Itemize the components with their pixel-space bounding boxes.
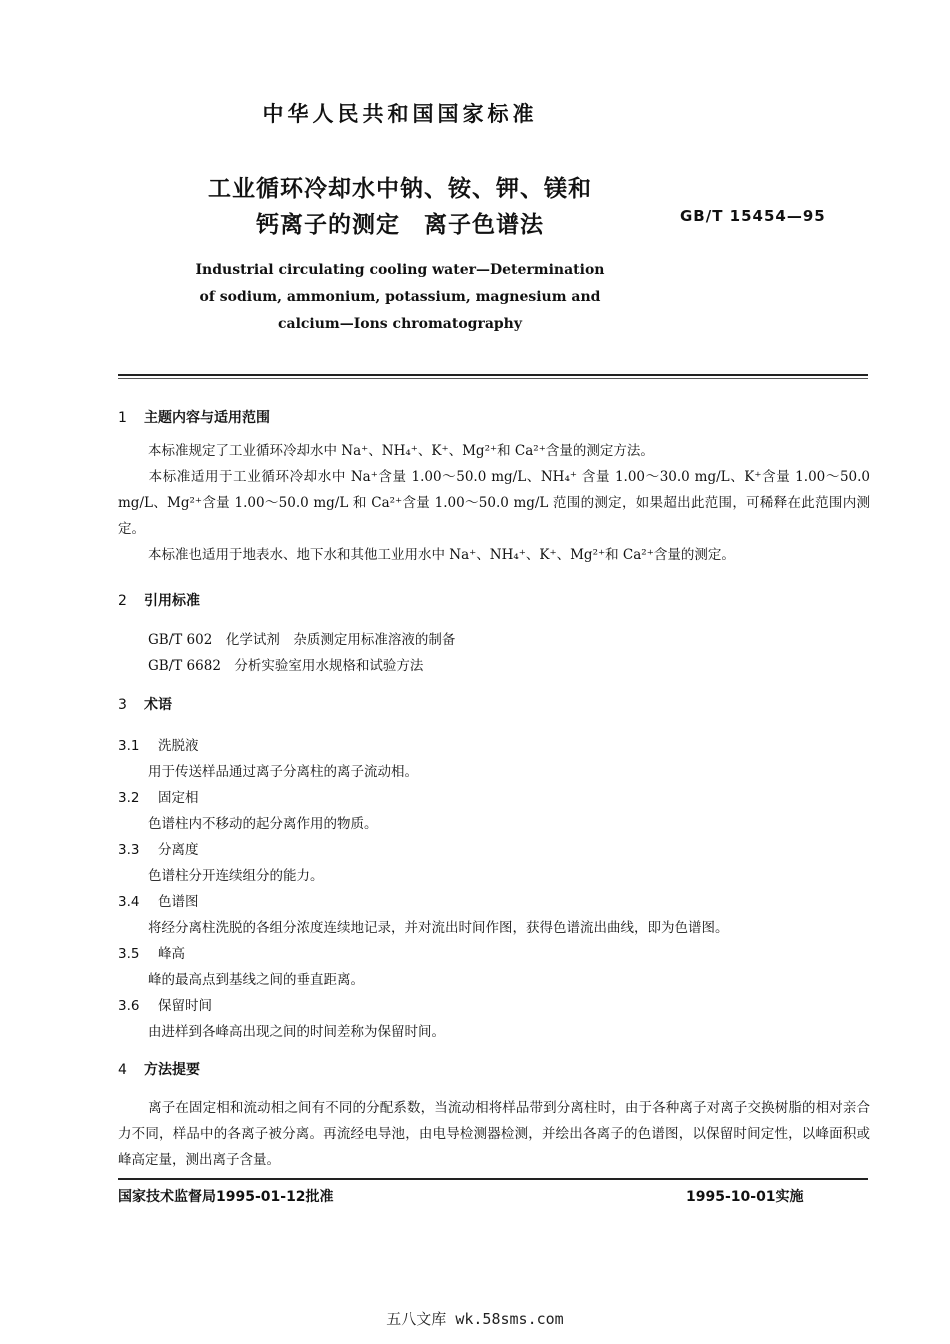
- title-cn-line2: 钙离子的测定 离子色谱法: [256, 212, 544, 238]
- header-rule: [118, 374, 868, 376]
- standard-number: GB/T 15454—95: [680, 207, 826, 225]
- term-definition: 色谱柱内不移动的起分离作用的物质。: [148, 816, 378, 832]
- term-definition: 用于传送样品通过离子分离柱的离子流动相。: [148, 764, 418, 780]
- title-en-line3: calcium—Ions chromatography: [277, 316, 522, 332]
- term-heading: 3.1 洗脱液: [118, 738, 199, 754]
- title-en-line1: Industrial circulating cooling water—Determination: [195, 262, 605, 278]
- approval-date: 国家技术监督局1995-01-12批准: [118, 1189, 334, 1205]
- section-title: 方法提要: [144, 1062, 200, 1078]
- implementation-date: 1995-10-01实施: [686, 1189, 804, 1205]
- term-definition: 峰的最高点到基线之间的垂直距离。: [148, 972, 364, 988]
- section-number: 4: [118, 1062, 127, 1078]
- title-cn-line1: 工业循环冷却水中钠、铵、钾、镁和: [208, 176, 592, 202]
- section-title: 主题内容与适用范围: [144, 410, 270, 426]
- section-3-heading: [118, 694, 172, 714]
- term-heading: 3.5 峰高: [118, 946, 185, 962]
- title-en-line2: of sodium, ammonium, potassium, magnesium and: [199, 289, 601, 305]
- header-rule-thin: [118, 378, 868, 379]
- reference-item: GB/T 6682 分析实验室用水规格和试验方法: [148, 658, 424, 674]
- term-definition: 色谱柱分开连续组分的能力。: [148, 868, 324, 884]
- section-4-heading: [118, 1059, 200, 1079]
- paragraph: 离子在固定相和流动相之间有不同的分配系数，当流动相将样品带到分离柱时，由于各种离子对离子交换树脂的相对亲合力不同，样品中的各离子被分离。再流经电导池，由电导检测器检测，并绘出各离子的色谱图，以保留时间定性，以峰面积或峰高定量，测出离子含量。: [118, 1100, 870, 1168]
- term-heading: 3.3 分离度: [118, 842, 199, 858]
- term-definition: 由进样到各峰高出现之间的时间差称为保留时间。: [148, 1024, 445, 1040]
- watermark: 五八文库 wk.58sms.com: [386, 1310, 564, 1328]
- section-number: 3: [118, 697, 127, 713]
- term-heading: 3.4 色谱图: [118, 894, 199, 910]
- section-number: 2: [118, 593, 127, 609]
- section-1-heading: [118, 407, 270, 427]
- paragraph: 本标准规定了工业循环冷却水中 Na⁺、NH₄⁺、K⁺、Mg²⁺和 Ca²⁺含量的测定方法。: [148, 443, 654, 459]
- term-definition: 将经分离柱洗脱的各组分浓度连续地记录，并对流出时间作图，获得色谱流出曲线，即为色谱图。: [148, 920, 729, 936]
- section-title: 引用标准: [144, 593, 200, 609]
- footer-rule: [118, 1178, 868, 1180]
- section-number: 1: [118, 410, 127, 426]
- section-title: 术语: [144, 697, 172, 713]
- term-heading: 3.6 保留时间: [118, 998, 212, 1014]
- paragraph: 本标准也适用于地表水、地下水和其他工业用水中 Na⁺、NH₄⁺、K⁺、Mg²⁺和 Ca²⁺含量的测定。: [148, 547, 735, 563]
- section-2-heading: [118, 590, 200, 610]
- reference-item: GB/T 602 化学试剂 杂质测定用标准溶液的制备: [148, 632, 456, 648]
- national-standard-header: 中华人民共和国国家标准: [262, 102, 538, 126]
- paragraph: 本标准适用于工业循环冷却水中 Na⁺含量 1.00～50.0 mg/L、NH₄⁺ 含量 1.00～30.0 mg/L、K⁺含量 1.00～50.0 mg/L、Mg²⁺含量 1.00～50.0 mg/L 和 Ca²⁺含量 1.00～50.0 mg/L 范围的测定，如果超出此范围，可稀释在此范围内测定。: [118, 469, 870, 537]
- term-heading: 3.2 固定相: [118, 790, 199, 806]
